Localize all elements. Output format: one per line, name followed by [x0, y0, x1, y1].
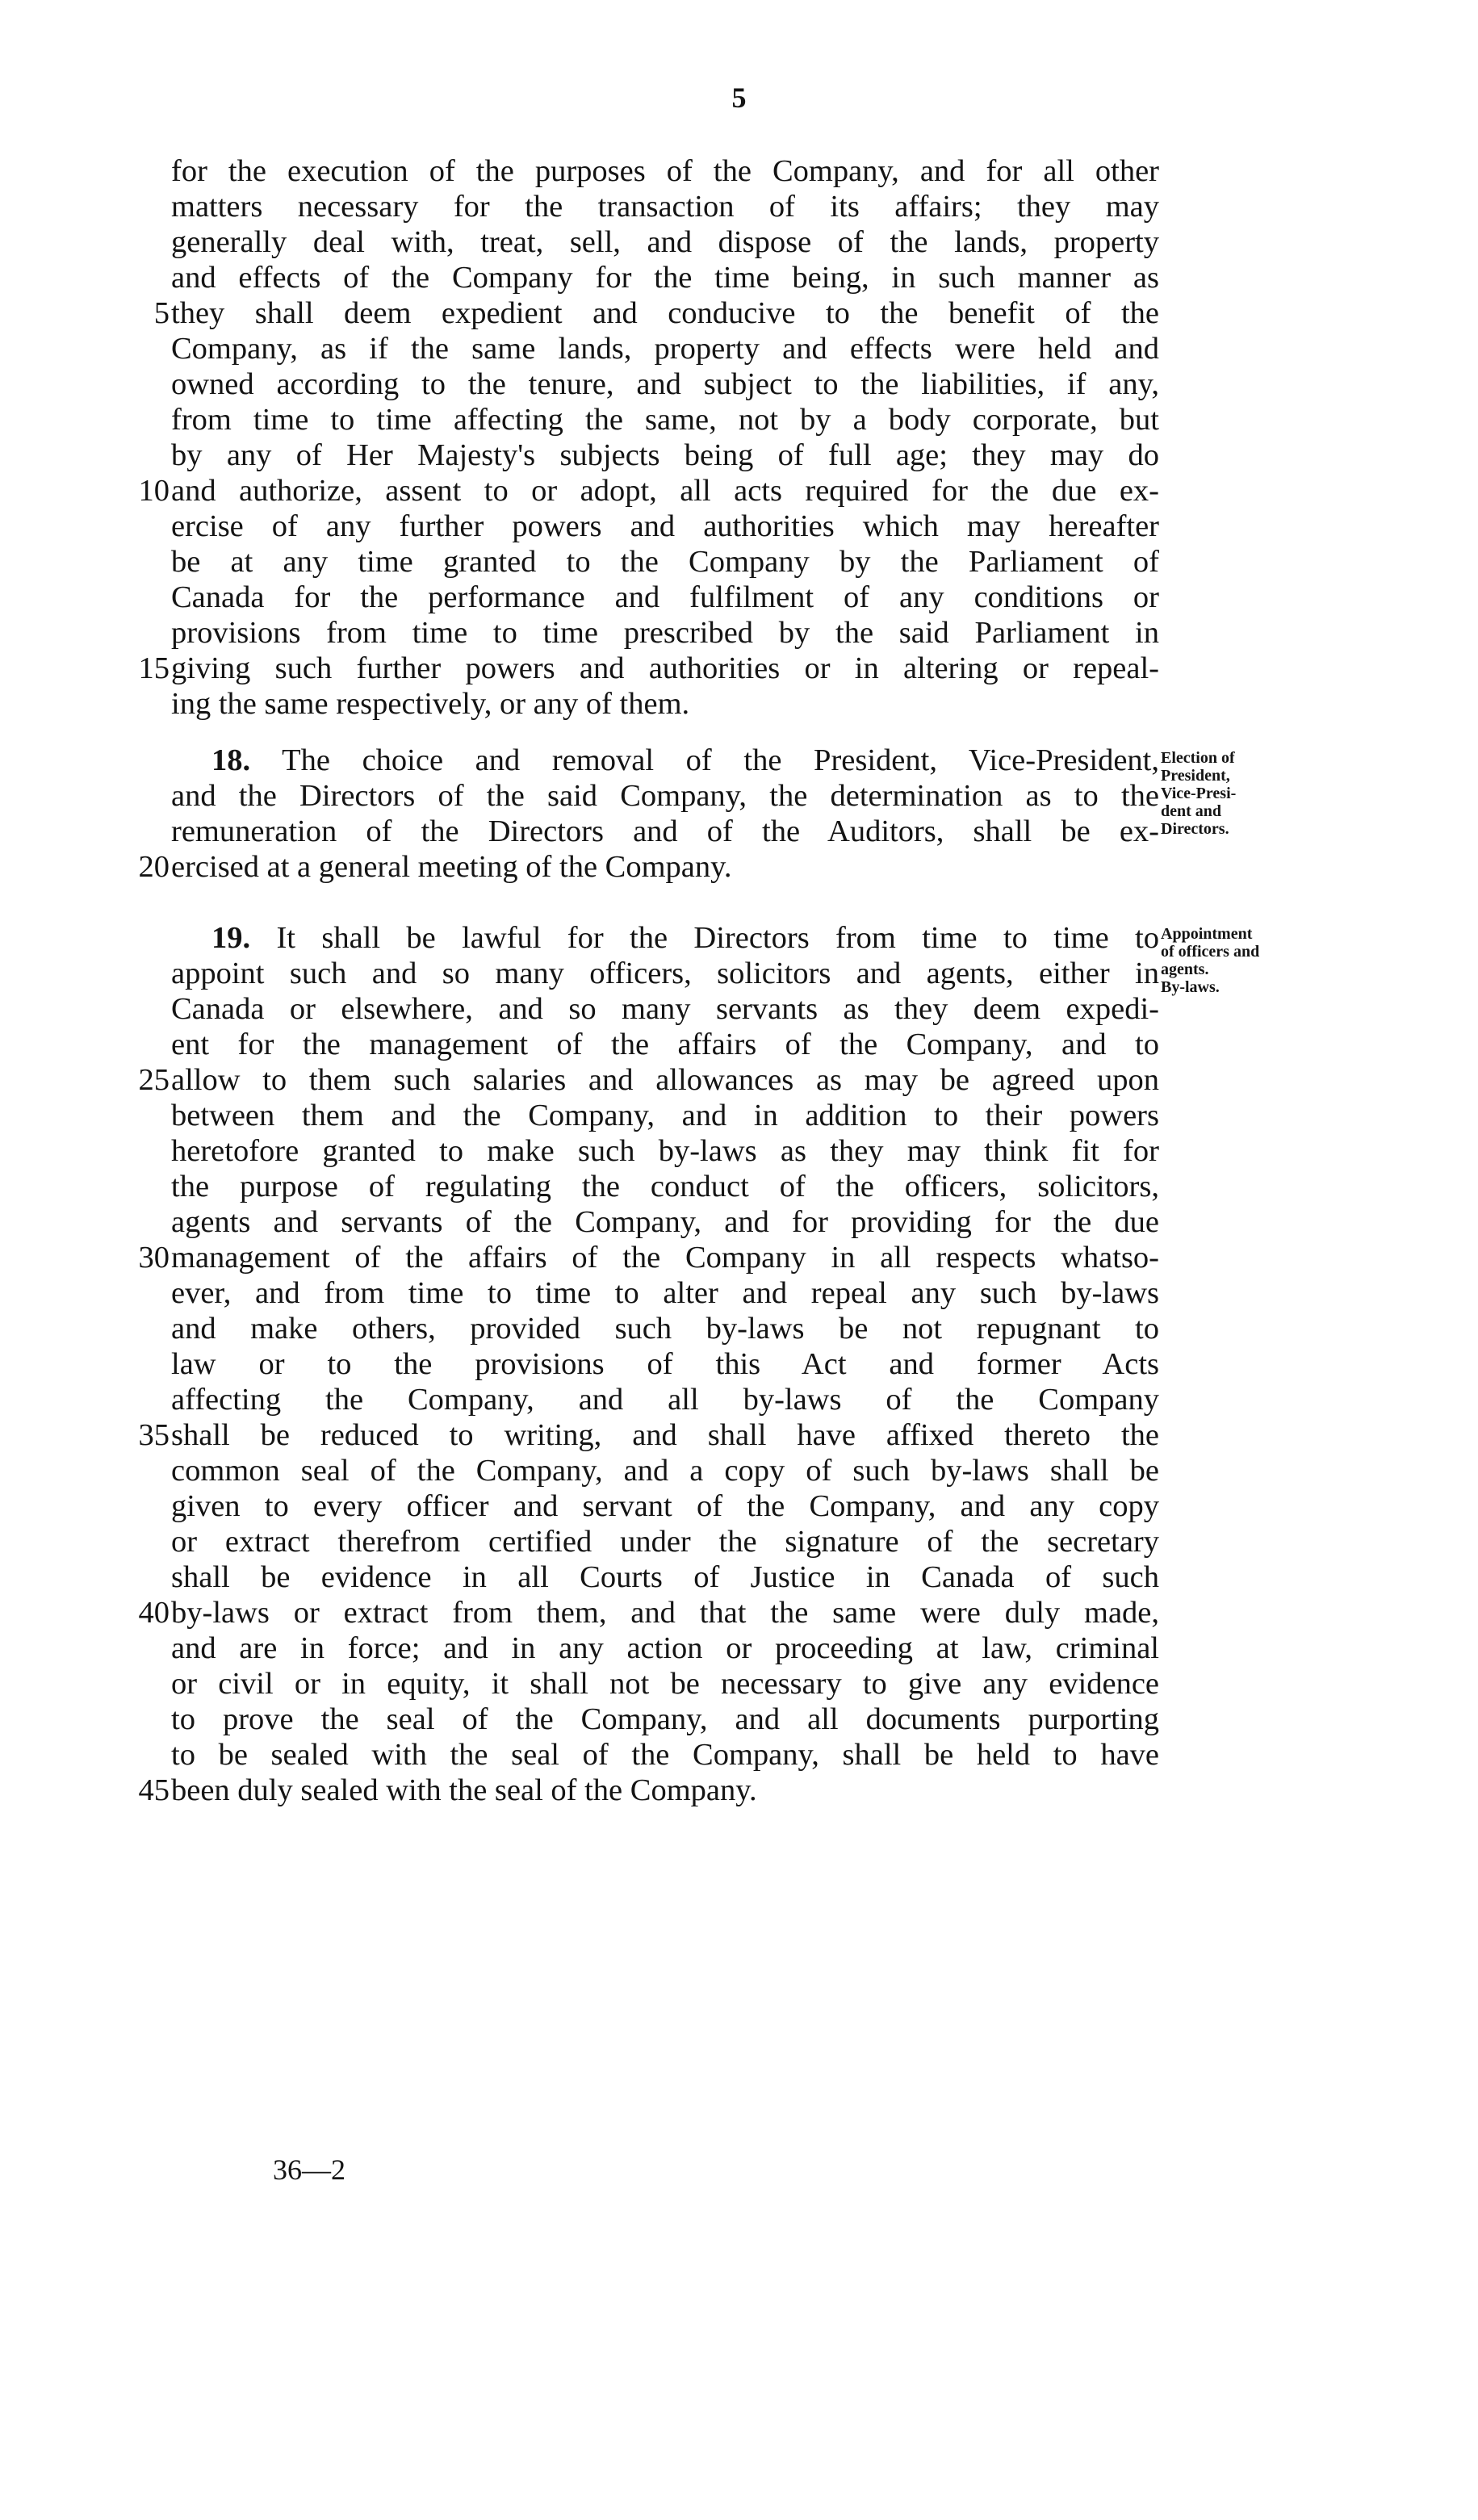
- text-line: ever, and from time to time to alter and repeal any such by-laws: [171, 1276, 1159, 1310]
- signature-mark: 36—2: [273, 2154, 345, 2186]
- line-number: 30: [138, 1241, 170, 1275]
- text-line: giving such further powers and authorities or in altering or repeal-: [171, 651, 1159, 685]
- text-line: or extract therefrom certified under the signature of the secretary: [171, 1525, 1159, 1559]
- text-line: been duly sealed with the seal of the Company.: [171, 1773, 757, 1807]
- text-line: ent for the management of the affairs of the Company, and to: [171, 1028, 1159, 1061]
- text-line: heretofore granted to make such by-laws as they may think fit for: [171, 1134, 1159, 1168]
- line-number: 45: [138, 1773, 170, 1807]
- line-number: 15: [138, 651, 170, 685]
- text-line: the purpose of regulating the conduct of the officers, solicitors,: [171, 1170, 1159, 1203]
- text-line: by any of Her Majesty's subjects being of full age; they may do: [171, 438, 1159, 472]
- section-number: 19.: [211, 921, 251, 955]
- margin-note-line: Election of: [1161, 749, 1235, 767]
- text-line: by-laws or extract from them, and that the same were duly made,: [171, 1596, 1159, 1630]
- margin-note-line: Vice-Presi-: [1161, 785, 1237, 802]
- text-line: owned according to the tenure, and subject to the liabilities, if any,: [171, 367, 1159, 401]
- line-number: 40: [138, 1596, 170, 1630]
- margin-note-line: Appointment: [1161, 925, 1253, 943]
- margin-note-line: agents.: [1161, 961, 1209, 978]
- text-line: agents and servants of the Company, and for providing for the due: [171, 1205, 1159, 1239]
- section-number: 18.: [211, 743, 251, 777]
- text-line: or civil or in equity, it shall not be necessary to give any evidence: [171, 1667, 1159, 1701]
- text-line: affecting the Company, and all by-laws of the Company: [171, 1383, 1159, 1417]
- text-line: between them and the Company, and in addition to their powers: [171, 1099, 1159, 1132]
- text-line: and make others, provided such by-laws be not repugnant to: [171, 1312, 1159, 1346]
- text-line: provisions from time to time prescribed by the said Parliament in: [171, 616, 1159, 650]
- section-19-first-line: [211, 920, 1159, 956]
- text-line: to prove the seal of the Company, and all documents purporting: [171, 1702, 1159, 1736]
- line-number: 20: [138, 850, 170, 884]
- line-number: 5: [153, 296, 170, 330]
- text-line: Canada for the performance and fulfilment of any conditions or: [171, 580, 1159, 614]
- text-line: and effects of the Company for the time being, in such manner as: [171, 261, 1159, 295]
- text-line: be at any time granted to the Company by the Parliament of: [171, 545, 1159, 579]
- text-line: to be sealed with the seal of the Company, shall be held to have: [171, 1738, 1159, 1772]
- text-line: for the execution of the purposes of the Company, and for all other: [171, 154, 1159, 188]
- text-line: It shall be lawful for the Directors from time to time to: [276, 921, 1160, 955]
- text-line: and the Directors of the said Company, the determination as to the: [171, 779, 1159, 813]
- text-line: and are in force; and in any action or proceeding at law, criminal: [171, 1631, 1159, 1665]
- text-line: ercised at a general meeting of the Company.: [171, 850, 732, 884]
- text-line: ing the same respectively, or any of them.: [171, 687, 690, 721]
- text-line: The choice and removal of the President, Vice-President,: [282, 743, 1159, 777]
- text-line: shall be evidence in all Courts of Justice in Canada of such: [171, 1560, 1159, 1594]
- line-number: 35: [138, 1418, 170, 1452]
- text-line: remuneration of the Directors and of the Auditors, shall be ex-: [171, 814, 1159, 848]
- line-number: 25: [138, 1063, 170, 1097]
- margin-note-line: By-laws.: [1161, 978, 1220, 996]
- margin-note-line: Directors.: [1161, 820, 1229, 838]
- margin-note-line: President,: [1161, 767, 1230, 785]
- margin-note-section-19: [1161, 925, 1338, 996]
- margin-note-section-18: [1161, 749, 1338, 838]
- text-line: generally deal with, treat, sell, and dispose of the lands, property: [171, 225, 1159, 259]
- text-line: shall be reduced to writing, and shall have affixed thereto the: [171, 1418, 1159, 1452]
- text-line: allow to them such salaries and allowances as may be agreed upon: [171, 1063, 1159, 1097]
- text-line: law or to the provisions of this Act and former Acts: [171, 1347, 1159, 1381]
- page-number: 5: [731, 82, 747, 114]
- text-line: management of the affairs of the Company in all respects whatso-: [171, 1241, 1159, 1275]
- text-line: and authorize, assent to or adopt, all acts required for the due ex-: [171, 474, 1159, 508]
- text-line: Canada or elsewhere, and so many servants as they deem expedi-: [171, 992, 1159, 1026]
- text-line: appoint such and so many officers, solicitors and agents, either in: [171, 957, 1159, 990]
- text-line: from time to time affecting the same, not by a body corporate, but: [171, 403, 1159, 437]
- text-line: they shall deem expedient and conducive to the benefit of the: [171, 296, 1159, 330]
- margin-note-line: dent and: [1161, 802, 1222, 820]
- section-18-first-line: [211, 743, 1159, 778]
- text-line: matters necessary for the transaction of its affairs; they may: [171, 190, 1159, 224]
- text-line: ercise of any further powers and authorities which may hereafter: [171, 509, 1159, 543]
- text-line: common seal of the Company, and a copy of such by-laws shall be: [171, 1454, 1159, 1488]
- line-number: 10: [138, 474, 170, 508]
- text-line: given to every officer and servant of the Company, and any copy: [171, 1489, 1159, 1523]
- margin-note-line: of officers and: [1161, 943, 1260, 961]
- text-line: Company, as if the same lands, property and effects were held and: [171, 332, 1159, 366]
